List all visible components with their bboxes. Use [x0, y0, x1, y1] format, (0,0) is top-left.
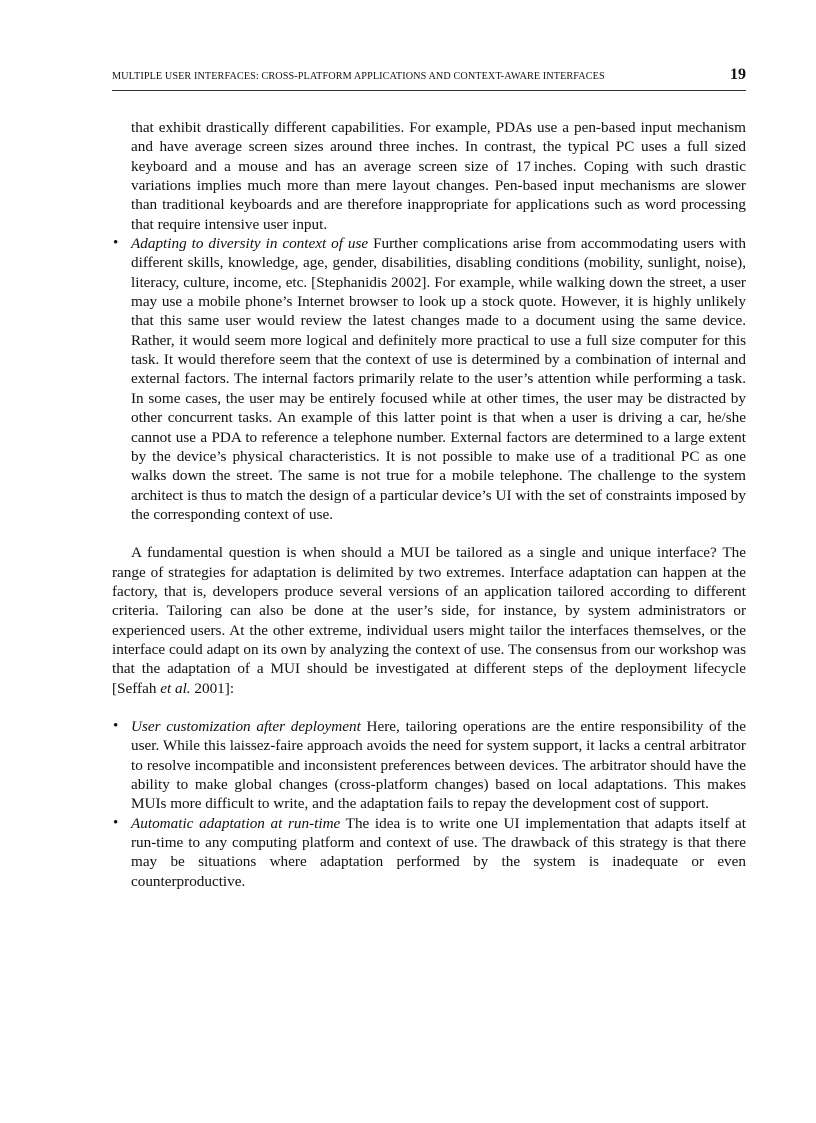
bullet-item-context-of-use	[112, 234, 746, 524]
page-body	[112, 118, 746, 891]
bullet-marker: •	[113, 235, 119, 252]
citation-end: 2001]:	[190, 679, 235, 697]
bullet-item-automatic-adaptation	[112, 814, 746, 891]
main-paragraph	[112, 543, 746, 698]
bullet-term: Adapting to diversity in context of use	[131, 235, 369, 253]
citation-et-al: et al.	[160, 679, 191, 697]
bullet-marker: •	[113, 814, 119, 831]
paragraph-gap	[112, 524, 746, 543]
page-number: 19	[730, 66, 746, 83]
bullet-marker: •	[113, 717, 119, 734]
bullet-text: The idea is to write one UI implementation that adapts itself at run-time to any computing platform and context of use. The drawback of this strategy is that there may be situations where adaptation performed by the system is inadequate or even counterproductive.	[131, 814, 746, 890]
bullet-text: Here, tailoring operations are the entire responsibility of the user. While this laissez-faire approach avoids the need for system support, it lacks a central arbitrator to resolve incompatible and inconsistent preferences between devices. The arbitrator should have the ability to make global changes (cross-platform changes) based on local adaptations. This makes MUIs more difficult to write, and the adaptation fails to repay the development cost of support.	[131, 717, 746, 813]
running-title: MULTIPLE USER INTERFACES: CROSS-PLATFORM APPLICATIONS AND CONTEXT-AWARE INTERFACES	[112, 71, 605, 82]
running-header	[112, 66, 746, 91]
bullet-term: Automatic adaptation at run-time	[131, 814, 341, 832]
paragraph-gap	[112, 698, 746, 717]
main-paragraph-text: A fundamental question is when should a MUI be tailored as a single and unique interface? The range of strategies for adaptation is delimited by two extremes. Interface adaptation can happen at the factory, that is, developers produce several versions of an application tailored according to different criteria. Tailoring can also be done at the user’s side, for instance, by system administrators or experienced users. At the other extreme, individual users might tailor the interfaces themselves, or the interface could adapt on its own by analyzing the context of use. The consensus from our workshop was that the adaptation of a MUI should be investigated at different steps of the deployment lifecycle [Seffah	[112, 544, 746, 697]
bullet-term: User customization after deployment	[131, 717, 361, 735]
bullet-item-user-customization	[112, 717, 746, 814]
continuation-paragraph: that exhibit drastically different capabilities. For example, PDAs use a pen-based input mechanism and have average screen sizes around three inches. In contrast, the typical PC uses a full sized keyboard and a mouse and has an average screen size of 17 inches. Coping with such drastic variations implies much more than mere layout changes. Pen-based input mechanisms are slower than traditional keyboards and are therefore inappropriate for applications such as word processing that require intensive user input.	[131, 119, 746, 233]
bullet-text: Further complications arise from accommodating users with different skills, knowledge, age, gender, disabilities, disabling conditions (mobility, sunlight, noise), literacy, culture, income, etc. [Stephanidis 2002]. For example, while walking down the street, a user may use a mobile phone’s Internet browser to look up a stock quote. However, it is highly unlikely that this same user would review the latest changes made to a document using the same device. Rather, it would seem more logical and definitely more practical to use a full size computer for this task. It would therefore seem that the context of use is determined by a combination of internal and external factors. The internal factors primarily relate to the user’s attention while performing a task. In some cases, the user may be entirely focused while at other times, the user may be distracted by other concurrent tasks. An example of this latter point is that when a user is driving a car, he/she cannot use a PDA to reference a telephone number. External factors are determined to a large extent by the device’s physical characteristics. It is not possible to make use of a traditional PC as one walks down the street. The same is not true for a mobile telephone. The challenge to the system architect is thus to match the design of a particular device’s UI with the set of constraints imposed by the corresponding context of use.	[131, 235, 746, 523]
